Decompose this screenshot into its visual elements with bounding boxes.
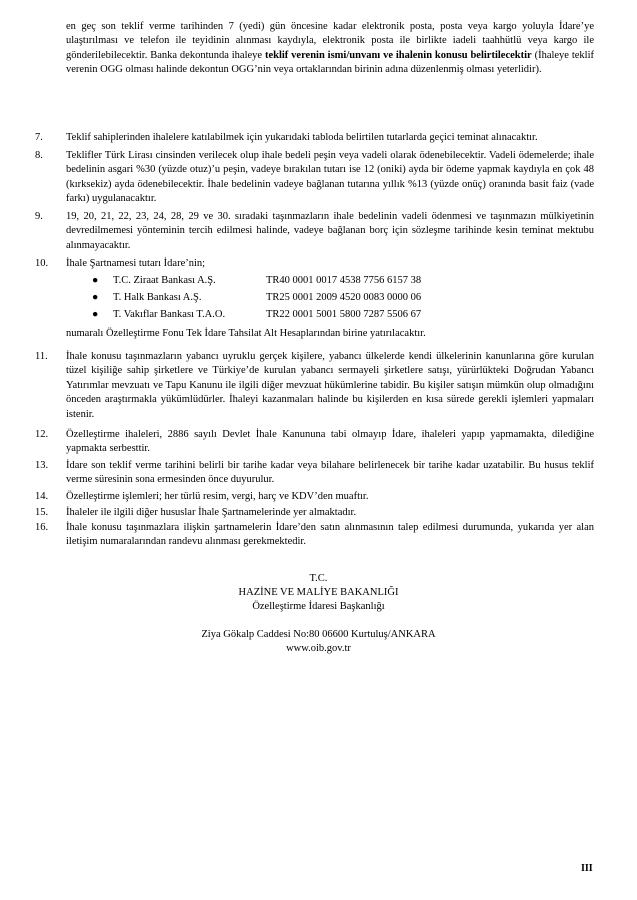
item-text: Teklifler Türk Lirası cinsinden verilecek olup ihale bedeli peşin veya vadeli olarak ödenebilecektir. Vadeli ödemelerde; ihale bedelinin asgari %30 (yüzde otuz)’u peşin, vadeye bırakılan tutarı ise 12 (oniki) ayda bir ödeme yapmak kaydıyla en çok 48 (kırksekiz) ayda ödenebilecektir. İhale bedelinin vadeye bağlanan tutarına yıllık %13 (yüzde onüç) oranında basit faiz (vade farkı) uygulanacaktır. xyxy=(66,150,594,205)
intro-text-a: en geç son teklif verme tarihinden 7 (yedi) gün öncesine kadar elektronik posta, posta veya kargo yoluyla İdare’ye ulaştırılması ve telefon ile teyidinin alınması kaydıyla, elektronik posta ile birlikte iadeli taahhütlü veya kargo ile gönderilebilecektir. Banka dekontunda ihaleye xyxy=(66,21,594,61)
item-text: İhaleler ile ilgili diğer hususlar İhale Şartnamelerinde yer almaktadır. xyxy=(66,507,357,518)
item-text: Teklif sahiplerinden ihalelere katılabilmek için yukarıdaki tabloda belirtilen tutarlarda geçici teminat alınacaktır. xyxy=(66,132,538,143)
bullet-icon: ● xyxy=(92,292,99,303)
item-number: 10. xyxy=(35,258,49,269)
item-text: Özelleştirme ihaleleri, 2886 sayılı Devlet İhale Kanununa tabi olmayıp İdare, ihaleleri yapıp yapmamakta, dilediğine yapmakta serbesttir. xyxy=(66,429,594,455)
item-number: 13. xyxy=(35,460,49,471)
intro-paragraph xyxy=(66,20,594,78)
item-text: İhale Şartnamesi tutarı İdare’nin; xyxy=(66,258,206,269)
item-number: 15. xyxy=(35,507,49,518)
item-number: 7. xyxy=(35,132,43,143)
item-text: Özelleştirme işlemleri; her türlü resim, vergi, harç ve KDV’den muaftır. xyxy=(66,491,369,502)
footer-tc: T.C. xyxy=(309,573,328,584)
bullet-icon: ● xyxy=(92,309,99,320)
item-number: 14. xyxy=(35,491,49,502)
item-number: 8. xyxy=(35,150,43,161)
item-number: 9. xyxy=(35,211,43,222)
item-text: İhale konusu taşınmazların yabancı uyruklu gerçek kişilere, yabancı ülkelerde kendi ülkelerinin kanunlarına göre kurulan tüzel kişiliğe sahip şirketlere ve Türkiye’de kurulan yabancı sermayeli şirketlere satışı, yürürlükteki Doğrudan Yabancı Yatırımlar mevzuatı ve Tapu Kanunu ile ilgili diğer mevzuat hükümlerine tabidir. Bu kişiler satışın mümkün olup olmadığını önceden araştırmakla yükümlüdürler. İhaleyi kazanmaları halinde bu kişilerden en kısa sürede gerekli işlemleri yapmaları istenir. xyxy=(66,351,594,420)
item-number: 16. xyxy=(35,522,49,533)
item-text: İdare son teklif verme tarihini belirli bir tarihe kadar veya bilahare belirlenecek bir tarihe kadar uzatabilir. Bu husus teklif verme süresinin sona ermesinden önce duyurulur. xyxy=(66,460,594,486)
footer-website: www.oib.gov.tr xyxy=(286,643,351,654)
footer-ministry: HAZİNE VE MALİYE BAKANLIĞI xyxy=(238,587,399,598)
bullet-icon: ● xyxy=(92,275,99,286)
intro-text-bold: teklif verenin ismi/unvanı ve ihalenin konusu belirtilecektir xyxy=(264,49,532,61)
item-text: 19, 20, 21, 22, 23, 24, 28, 29 ve 30. sıradaki taşınmazların ihale bedelinin vadeli ödenmesi ve taşınmazın mülkiyetinin devredilmemesi yönteminin tercih edilmesi halinde, vadeye bağlanan borç için sözleşme tarihinde kesin teminat mektubu alınmayacaktır. xyxy=(66,211,594,251)
bank-name: T. Vakıflar Bankası T.A.O. xyxy=(113,309,226,320)
page-number: III xyxy=(581,863,593,874)
item-text: İhale konusu taşınmazlara ilişkin şartnamelerin İdare’den satın alınmasının talep edilmesi durumunda, yukarıda yer alan iletişim numaralarından randevu alınması gerekmektedir. xyxy=(66,522,594,548)
item-number: 12. xyxy=(35,429,49,440)
bank-account-row xyxy=(92,308,492,323)
bank-account-row xyxy=(92,274,492,289)
bank-iban: TR25 0001 2009 4520 0083 0000 06 xyxy=(266,292,422,303)
footer-directorate: Özelleştirme İdaresi Başkanlığı xyxy=(252,601,385,612)
bank-name: T.C. Ziraat Bankası A.Ş. xyxy=(113,275,216,286)
intro-text-b: (İhaleye teklif verenin OGG olması halinde dekontun OGG’nin veya ortaklarından birinin adına düzenlenmiş olması yeterlidir). xyxy=(66,49,594,76)
bank-name: T. Halk Bankası A.Ş. xyxy=(113,292,202,303)
bank-iban: TR40 0001 0017 4538 7756 6157 38 xyxy=(266,275,422,286)
bank-account-row xyxy=(92,291,492,306)
bank-iban: TR22 0001 5001 5800 7287 5506 67 xyxy=(266,309,422,320)
bank-note: numaralı Özelleştirme Fonu Tek İdare Tahsilat Alt Hesaplarından birine yatırılacaktır. xyxy=(66,328,426,339)
footer-address: Ziya Gökalp Caddesi No:80 06600 Kurtuluş/ANKARA xyxy=(201,629,436,640)
item-number: 11. xyxy=(35,351,48,362)
